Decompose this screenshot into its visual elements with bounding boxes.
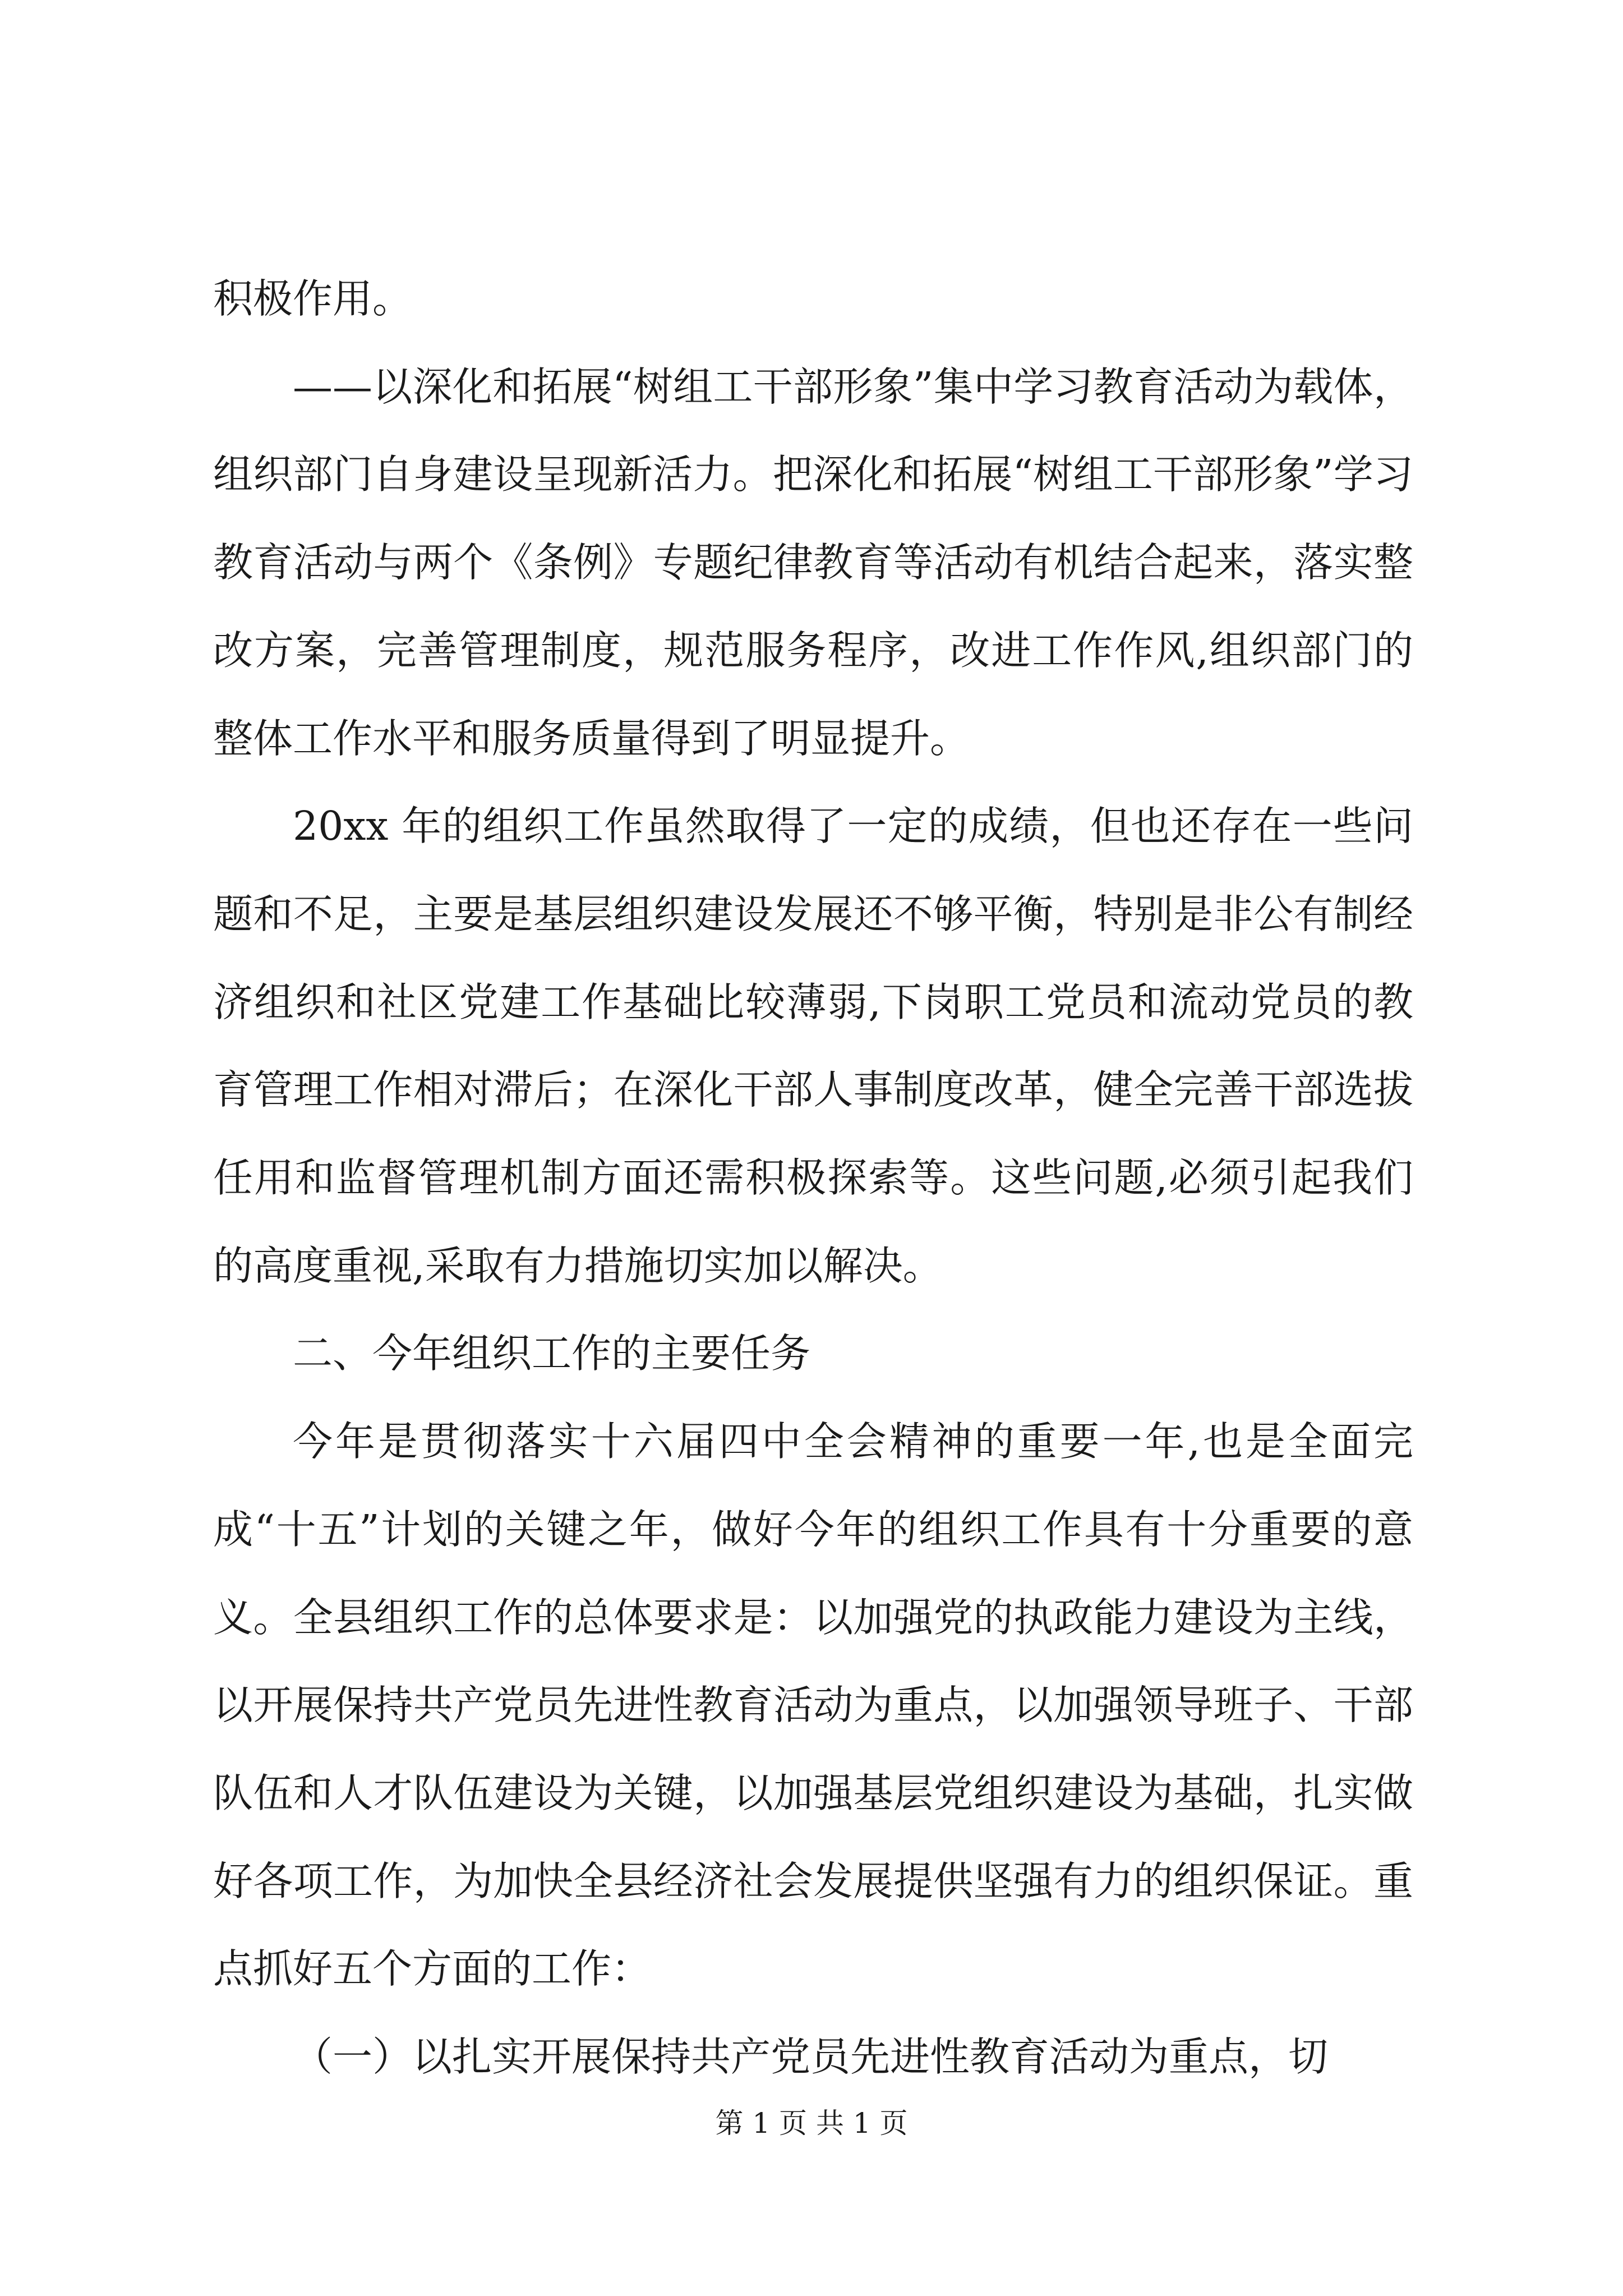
document-body [213,255,1413,2101]
paragraph-overall-requirements: 今年是贯彻落实十六届四中全会精神的重要一年,也是全面完成“十五”计划的关键之年，做好今年的组织工作具有十分重要的意义。全县组织工作的总体要求是：以加强党的执政能力建设为主线，以开展保持共产党员先进性教育活动为重点，以加强领导班子、干部队伍和人才队伍建设为关键，以加强基层党组织建设为基础，扎实做好各项工作，为加快全县经济社会发展提供坚强有力的组织保证。重点抓好五个方面的工作： [213,1418,1413,1993]
paragraph-item-one: （一）以扎实开展保持共产党员先进性教育活动为重点，切 [293,2033,1329,2081]
paragraph-continuation: 积极作用。 [213,275,413,322]
page-footer: 第 1 页 共 1 页 [715,2107,908,2139]
section-heading-main-tasks: 二、今年组织工作的主要任务 [293,1330,811,1377]
paragraph-cadre-image: ——以深化和拓展“树组工干部形象”集中学习教育活动为载体，组织部门自身建设呈现新活力。把深化和拓展“树组工干部形象”学习教育活动与两个《条例》专题纪律教育等活动有机结合起来，落实整改方案，完善管理制度，规范服务程序，改进工作作风,组织部门的整体工作水平和服务质量得到了明显提升。 [213,363,1413,762]
paragraph-problems: 20xx 年的组织工作虽然取得了一定的成绩，但也还存在一些问题和不足，主要是基层组织建设发展还不够平衡，特别是非公有制经济组织和社区党建工作基础比较薄弱,下岗职工党员和流动党员的教育管理工作相对滞后；在深化干部人事制度改革，健全完善干部选拔任用和监督管理机制方面还需积极探索等。这些问题,必须引起我们的高度重视,采取有力措施切实加以解决。 [213,803,1413,1289]
